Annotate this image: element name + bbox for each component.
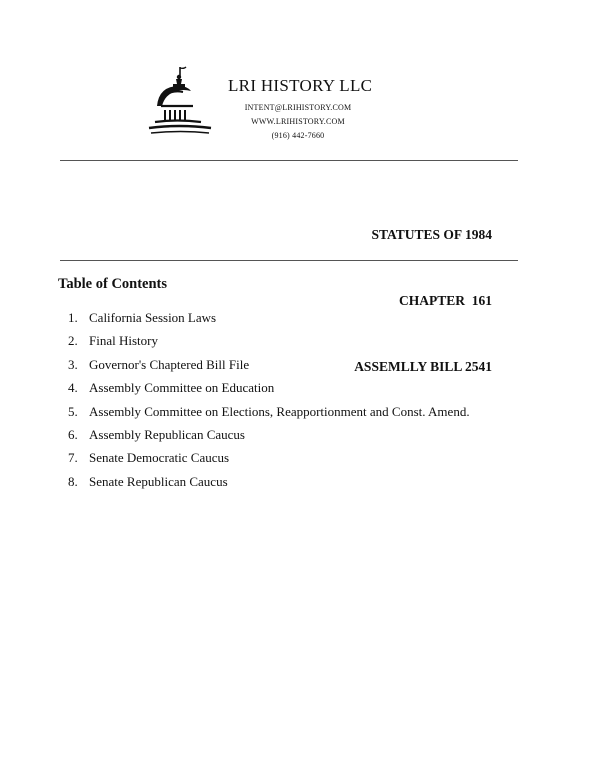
company-name: LRI HISTORY LLC bbox=[228, 76, 373, 95]
top-divider bbox=[60, 160, 518, 161]
company-website: WWW.LRIHISTORY.COM bbox=[251, 117, 345, 126]
toc-item-label: Assembly Committee on Education bbox=[89, 380, 275, 396]
toc-item-number: 1. bbox=[68, 310, 78, 325]
statute-bill: ASSEMLLY BILL 2541 bbox=[354, 359, 492, 374]
toc-item bbox=[68, 446, 470, 469]
toc-item-number: 2. bbox=[68, 333, 78, 349]
statute-chapter: CHAPTER 161 bbox=[398, 293, 492, 308]
toc-item bbox=[68, 329, 470, 352]
company-email: INTENT@LRIHISTORY.COM bbox=[244, 103, 352, 112]
toc-item-label: Senate Democratic Caucus bbox=[89, 450, 230, 466]
toc-title: Table of Contents bbox=[58, 276, 168, 292]
capitol-dome-icon bbox=[143, 64, 213, 140]
toc-item bbox=[68, 353, 470, 376]
toc-item-number: 6. bbox=[68, 427, 78, 443]
toc-list bbox=[68, 306, 470, 493]
toc-item-label: Governor's Chaptered Bill File bbox=[89, 356, 250, 372]
statute-year: STATUTES OF 1984 bbox=[371, 227, 492, 242]
toc-item-number: 3. bbox=[68, 356, 78, 372]
toc-item bbox=[68, 400, 470, 423]
toc-item bbox=[68, 423, 470, 446]
toc-item-number: 5. bbox=[68, 403, 78, 419]
toc-item-label: California Session Laws bbox=[89, 310, 217, 325]
toc-item-label: Assembly Republican Caucus bbox=[89, 427, 245, 443]
toc-item-number: 8. bbox=[68, 473, 78, 489]
toc-item-number: 7. bbox=[68, 450, 78, 466]
toc-item-number: 4. bbox=[68, 380, 78, 396]
toc-item bbox=[68, 470, 470, 493]
company-header bbox=[228, 76, 373, 143]
toc-item-label: Final History bbox=[89, 333, 158, 349]
toc-item-label: Assembly Committee on Elections, Reapportionment and Const. Amend. bbox=[89, 403, 470, 419]
toc-item bbox=[68, 306, 470, 329]
toc-item bbox=[68, 376, 470, 399]
bottom-divider bbox=[60, 260, 518, 261]
company-phone: (916) 442-7660 bbox=[271, 131, 325, 140]
toc-item-label: Senate Republican Caucus bbox=[89, 473, 228, 489]
